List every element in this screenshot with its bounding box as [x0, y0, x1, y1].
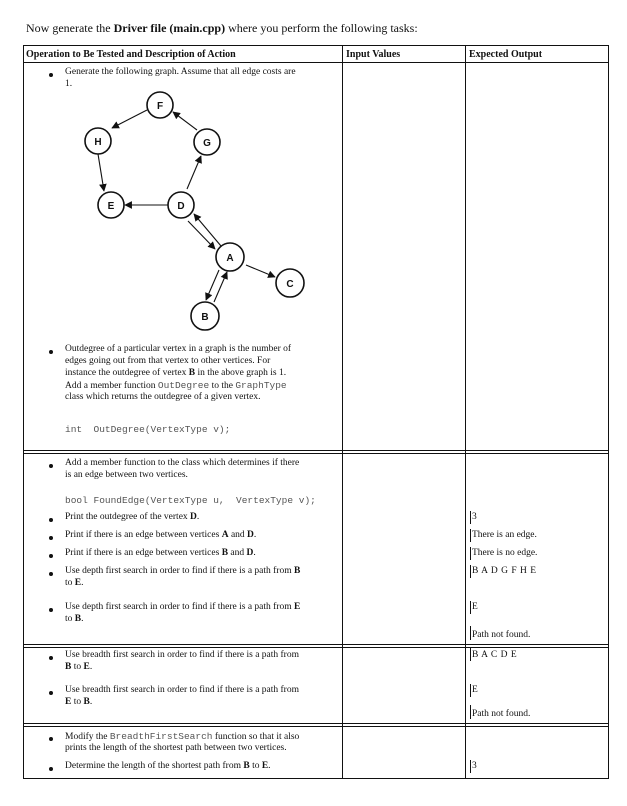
node-g: G	[203, 138, 211, 149]
s2-task-4-line2: to E.	[65, 578, 84, 588]
s2-output-1: 3	[472, 512, 477, 522]
s2-task-3: Print if there is an edge between vertices B and D.	[65, 548, 256, 558]
graph-diagram	[80, 90, 310, 335]
header-input-values: Input Values	[346, 49, 401, 60]
s3-task-2-line2: E to B.	[65, 697, 93, 707]
s2-b1-line1: Add a member function to the class which determines if there	[65, 458, 300, 468]
s3-output-3: Path not found.	[472, 709, 531, 719]
s2-task-2: Print if there is an edge between vertices A and D.	[65, 530, 257, 540]
s2-output-3: There is no edge.	[472, 548, 538, 558]
s3-output-2: E	[472, 685, 478, 695]
edge-d-g	[187, 156, 201, 189]
s2-b1-line2: is an edge between two vertices.	[65, 470, 188, 480]
bullet-icon	[49, 536, 53, 540]
s2-task-1: Print the outdegree of the vertex D.	[65, 512, 200, 522]
s4-b2: Determine the length of the shortest path from B to E.	[65, 761, 271, 771]
bullet-icon	[49, 554, 53, 558]
bullet-icon	[49, 518, 53, 522]
s4-b1-line2: prints the length of the shortest path between two vertices.	[65, 743, 287, 753]
s2-output-6: Path not found.	[472, 630, 531, 640]
s2-task-5-line2: to B.	[65, 614, 84, 624]
edge-d-a	[188, 221, 215, 249]
s4-output: 3	[472, 761, 477, 771]
bullet-icon	[49, 608, 53, 612]
node-d: D	[177, 201, 185, 212]
s2-output-4: B A D G F H E	[472, 566, 537, 576]
intro-bold: Driver file (main.cpp)	[113, 21, 226, 35]
code-foundedge: bool FoundEdge(VertexType u, VertexType v);	[65, 495, 316, 506]
node-h: H	[94, 137, 102, 148]
code-outdegree: int OutDegree(VertexType v);	[65, 424, 231, 435]
s3-output-1: B A C D E	[472, 650, 518, 660]
edge-h-e	[98, 154, 104, 191]
edge-g-f	[173, 112, 197, 130]
s3-task-2: Use breadth first search in order to find if there is a path from	[65, 685, 299, 695]
s1-b1-line1: Generate the following graph. Assume that all edge costs are	[65, 67, 296, 77]
bullet-icon	[49, 73, 53, 77]
header-operation: Operation to Be Tested and Description of Action	[26, 49, 236, 60]
s2-output-2: There is an edge.	[472, 530, 537, 540]
intro-suffix: where you perform the following tasks:	[225, 21, 418, 35]
intro-text	[26, 21, 418, 36]
node-c: C	[286, 279, 294, 290]
bullet-icon	[49, 572, 53, 576]
s4-b1-line1: Modify the BreadthFirstSearch function so that it also	[65, 731, 300, 742]
s2-task-4: Use depth first search in order to find if there is a path from B	[65, 566, 301, 576]
node-a: A	[226, 253, 234, 264]
s1-b2-line5: class which returns the outdegree of a given vertex.	[65, 392, 261, 402]
bullet-icon	[49, 691, 53, 695]
s2-task-5: Use depth first search in order to find if there is a path from E	[65, 602, 301, 612]
s1-b2-line3: instance the outdegree of vertex B in the above graph is 1.	[65, 368, 287, 378]
s3-task-1-line2: B to E.	[65, 662, 93, 672]
s3-task-1: Use breadth first search in order to find if there is a path from	[65, 650, 299, 660]
node-e: E	[107, 201, 115, 212]
node-b: B	[201, 312, 209, 323]
intro-prefix: Now generate the	[26, 21, 114, 35]
s2-output-5: E	[472, 602, 478, 612]
node-f: F	[156, 101, 164, 112]
s1-b1-line2: 1.	[65, 79, 73, 89]
edge-a-c	[246, 265, 275, 277]
bullet-icon	[49, 767, 53, 771]
s1-b2-line2: edges going out from that vertex to other vertices. For	[65, 356, 271, 366]
s1-b2-line1: Outdegree of a particular vertex in a graph is the number of	[65, 344, 292, 354]
edge-f-h	[112, 110, 147, 128]
bullet-icon	[49, 737, 53, 741]
bullet-icon	[49, 464, 53, 468]
bullet-icon	[49, 350, 53, 354]
s1-b2-line4: Add a member function OutDegree to the GraphType	[65, 380, 287, 391]
header-expected-output: Expected Output	[469, 49, 543, 60]
bullet-icon	[49, 656, 53, 660]
